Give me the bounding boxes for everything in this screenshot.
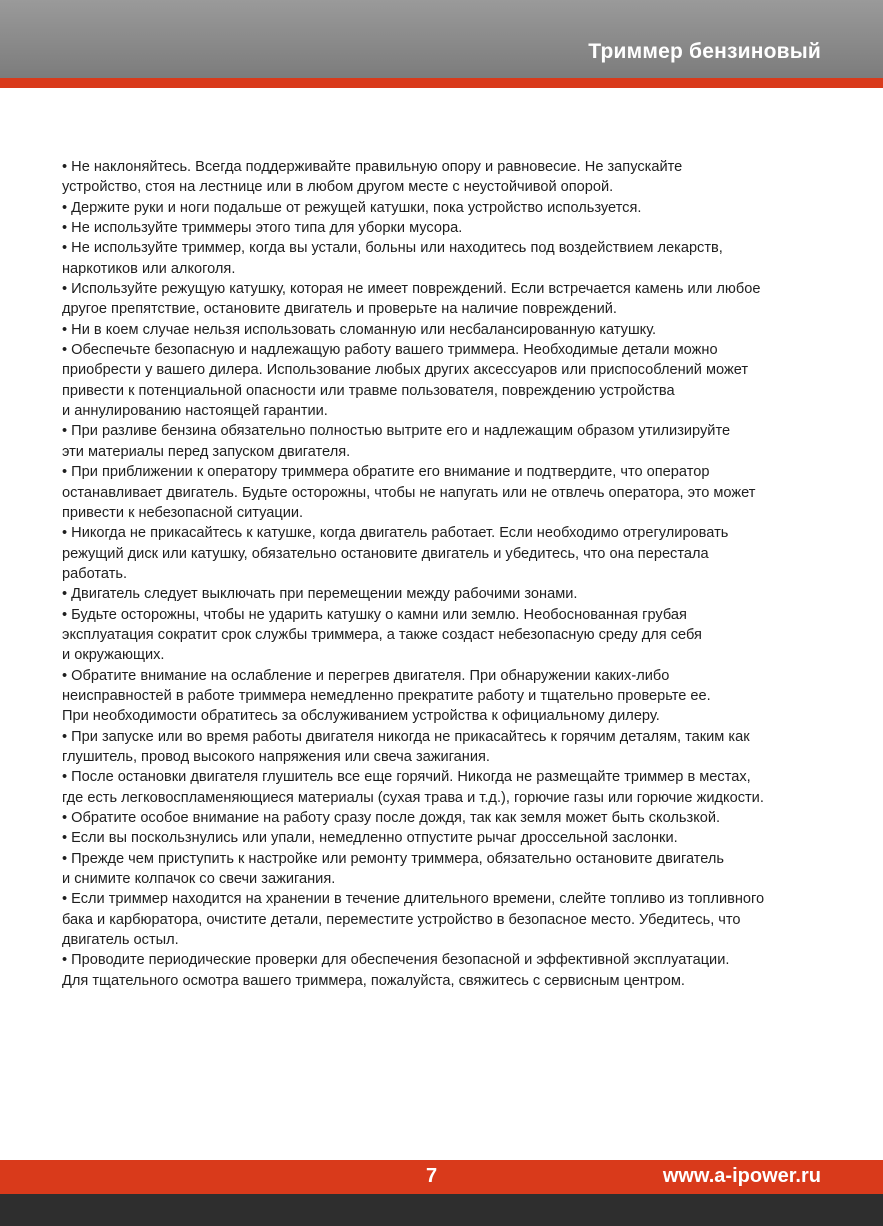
text-line: • Обратите внимание на ослабление и перегрев двигателя. При обнаружении каких-либо (62, 667, 670, 684)
text-line: • Если триммер находится на хранении в течение длительного времени, слейте топливо из топливного (62, 891, 765, 908)
text-line: • Обеспечьте безопасную и надлежащую работу вашего триммера. Необходимые детали можно (62, 342, 718, 359)
text-line: эти материалы перед запуском двигателя. (62, 443, 351, 460)
header-title: Триммер бензиновый (588, 40, 821, 63)
page-header (0, 0, 883, 78)
text-line: эксплуатация сократит срок службы триммера, а также создаст небезопасную среду для себя (62, 626, 702, 643)
text-line: • Будьте осторожны, чтобы не ударить катушку о камни или землю. Необоснованная грубая (62, 606, 687, 623)
text-line: бака и карбюратора, очистите детали, переместите устройство в безопасное место. Убедитесь, что (62, 911, 741, 928)
text-line: • Никогда не прикасайтесь к катушке, когда двигатель работает. Если необходимо отрегулировать (62, 525, 729, 542)
text-line: приобрести у вашего дилера. Использование любых других аксессуаров или приспособлений может (62, 362, 749, 379)
text-line: глушитель, провод высокого напряжения или свеча зажигания. (62, 748, 490, 765)
text-line: • Используйте режущую катушку, которая не имеет повреждений. Если встречается камень или любое (62, 281, 761, 298)
footer-bottom-strip (0, 1194, 883, 1226)
text-line: и аннулированию настоящей гарантии. (62, 403, 328, 420)
text-line: привести к потенциальной опасности или травме пользователя, повреждению устройства (62, 382, 675, 399)
text-line: • При запуске или во время работы двигателя никогда не прикасайтесь к горячим деталям, таким как (62, 728, 750, 745)
page-number: 7 (426, 1165, 438, 1187)
text-line: режущий диск или катушку, обязательно остановите двигатель и убедитесь, что она перестала (62, 545, 709, 562)
text-line: наркотиков или алкоголя. (62, 260, 236, 277)
website-url: www.a-ipower.ru (662, 1165, 821, 1187)
text-line: • Не используйте триммер, когда вы устали, больны или находитесь под воздействием лекарств, (62, 240, 723, 257)
text-line: • При разливе бензина обязательно полностью вытрите его и надлежащим образом утилизируйте (62, 423, 731, 440)
text-line: • Держите руки и ноги подальше от режущей катушки, пока устройство используется. (62, 199, 642, 216)
text-line: неисправностей в работе триммера немедленно прекратите работу и тщательно проверьте ее. (62, 687, 711, 704)
text-line: привести к небезопасной ситуации. (62, 504, 304, 521)
text-line: и снимите колпачок со свечи зажигания. (62, 871, 336, 888)
text-line: • Двигатель следует выключать при перемещении между рабочими зонами. (62, 586, 578, 603)
text-line: • Если вы поскользнулись или упали, немедленно отпустите рычаг дроссельной заслонки. (62, 830, 678, 847)
header-accent-stripe (0, 78, 883, 88)
text-line: • Проводите периодические проверки для обеспечения безопасной и эффективной эксплуатации. (62, 952, 730, 969)
text-line: • Обратите особое внимание на работу сразу после дождя, так как земля может быть скользкой. (62, 810, 721, 826)
text-line: где есть легковоспламеняющиеся материалы (сухая трава и т.д.), горючие газы или горючие жидкости. (62, 789, 764, 806)
text-line: • После остановки двигателя глушитель все еще горячий. Никогда не размещайте триммер в местах, (62, 769, 751, 786)
text-line: • Прежде чем приступить к настройке или ремонту триммера, обязательно остановите двигатель (62, 850, 725, 867)
text-line: • Не наклоняйтесь. Всегда поддерживайте правильную опору и равновесие. Не запускайте (62, 159, 683, 175)
text-line: устройство, стоя на лестнице или в любом другом месте с неустойчивой опорой. (62, 179, 614, 196)
text-line: При необходимости обратитесь за обслуживанием устройства к официальному дилеру. (62, 708, 660, 725)
text-line: работать. (62, 565, 128, 582)
text-line: двигатель остыл. (62, 932, 179, 949)
text-line: • При приближении к оператору триммера обратите его внимание и подтвердите, что оператор (62, 464, 710, 481)
text-line: • Не используйте триммеры этого типа для уборки мусора. (62, 220, 463, 237)
text-line: останавливает двигатель. Будьте осторожны, чтобы не напугать или не отвлечь оператора, это может (62, 484, 756, 501)
safety-instructions (62, 157, 822, 991)
text-line: и окружающих. (62, 647, 165, 664)
text-line: Для тщательного осмотра вашего триммера, пожалуйста, свяжитесь с сервисным центром. (62, 972, 685, 989)
text-line: другое препятствие, остановите двигатель и проверьте на наличие повреждений. (62, 301, 617, 318)
text-line: • Ни в коем случае нельзя использовать сломанную или несбалансированную катушку. (62, 321, 657, 338)
